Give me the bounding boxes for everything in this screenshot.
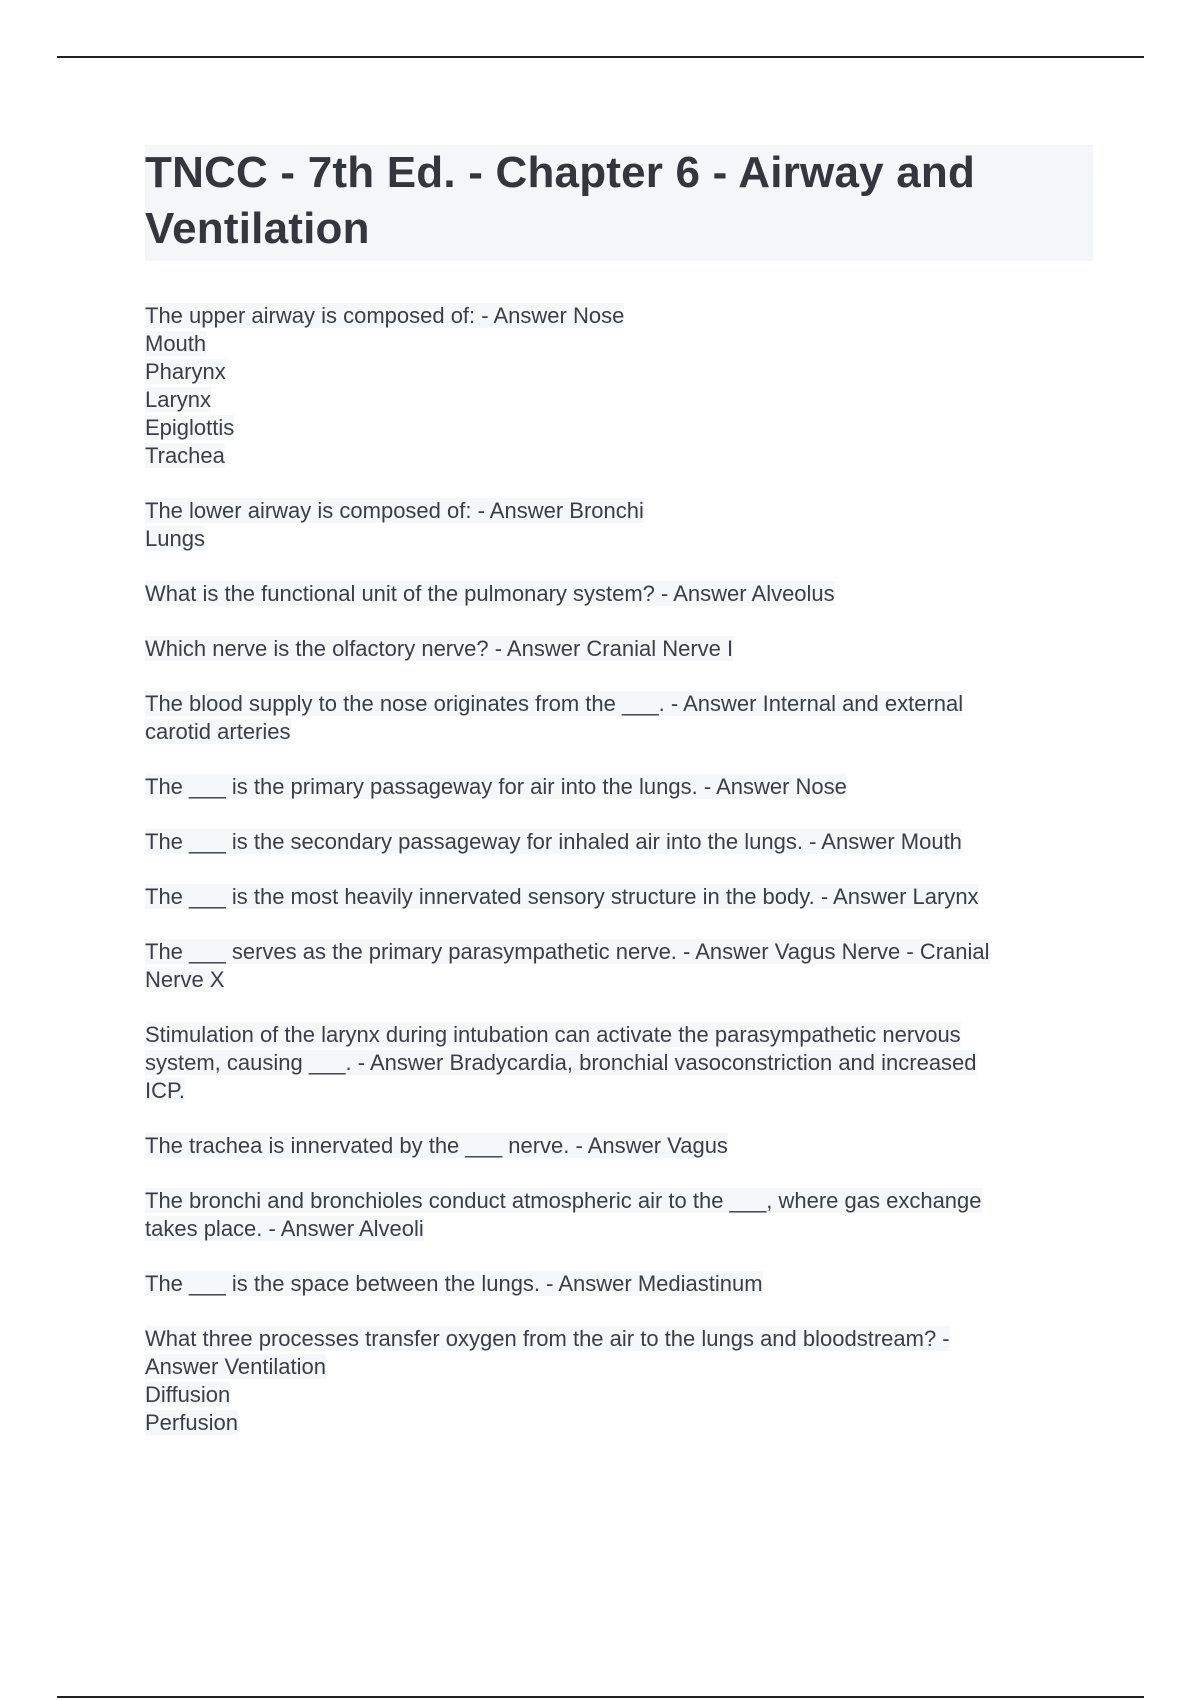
qa-text: ICP. <box>145 1078 185 1103</box>
page-title <box>145 145 1089 257</box>
qa-line <box>145 442 1095 470</box>
qa-item <box>145 497 1095 553</box>
qa-item <box>145 938 1095 994</box>
qa-line <box>145 1215 1095 1243</box>
qa-line <box>145 580 1095 608</box>
qa-text: The ___ is the most heavily innervated sensory structure in the body. - Answer Larynx <box>145 884 979 909</box>
qa-line <box>145 966 1095 994</box>
qa-text: The trachea is innervated by the ___ nerve. - Answer Vagus <box>145 1133 728 1158</box>
qa-text: Diffusion <box>145 1382 231 1407</box>
title-block <box>145 145 1093 261</box>
bottom-rule <box>57 1696 1144 1698</box>
qa-line <box>145 330 1095 358</box>
qa-text: Mouth <box>145 331 207 356</box>
qa-text: Nerve X <box>145 967 225 992</box>
qa-line <box>145 938 1095 966</box>
qa-item <box>145 828 1095 856</box>
qa-line <box>145 1077 1095 1105</box>
qa-item <box>145 883 1095 911</box>
qa-item <box>145 773 1095 801</box>
qa-text: system, causing ___. - Answer Bradycardia, bronchial vasoconstriction and increased <box>145 1050 977 1075</box>
qa-line <box>145 525 1095 553</box>
qa-text: Stimulation of the larynx during intubation can activate the parasympathetic nervous <box>145 1022 961 1047</box>
qa-line <box>145 358 1095 386</box>
qa-item <box>145 1021 1095 1105</box>
qa-text: The ___ is the primary passageway for air into the lungs. - Answer Nose <box>145 774 847 799</box>
qa-text: takes place. - Answer Alveoli <box>145 1216 424 1241</box>
qa-item <box>145 1187 1095 1243</box>
qa-text: Trachea <box>145 443 225 468</box>
qa-list <box>145 302 1095 1464</box>
top-rule <box>57 56 1144 58</box>
qa-text: Larynx <box>145 387 212 412</box>
qa-text: The bronchi and bronchioles conduct atmospheric air to the ___, where gas exchange <box>145 1188 982 1213</box>
qa-line <box>145 1353 1095 1381</box>
qa-text: The upper airway is composed of: - Answer Nose <box>145 303 625 328</box>
qa-line <box>145 635 1095 663</box>
qa-text: The blood supply to the nose originates from the ___. - Answer Internal and external <box>145 691 964 716</box>
qa-line <box>145 497 1095 525</box>
qa-text: Which nerve is the olfactory nerve? - Answer Cranial Nerve I <box>145 636 734 661</box>
qa-text: Perfusion <box>145 1410 238 1435</box>
qa-line <box>145 828 1095 856</box>
qa-item <box>145 580 1095 608</box>
qa-text: carotid arteries <box>145 719 291 744</box>
qa-text: What is the functional unit of the pulmonary system? - Answer Alveolus <box>145 581 835 606</box>
qa-text: What three processes transfer oxygen from the air to the lungs and bloodstream? - <box>145 1326 950 1351</box>
qa-line <box>145 386 1095 414</box>
qa-line <box>145 1325 1095 1353</box>
qa-line <box>145 1049 1095 1077</box>
qa-line <box>145 1270 1095 1298</box>
qa-line <box>145 718 1095 746</box>
qa-text: The ___ serves as the primary parasympathetic nerve. - Answer Vagus Nerve - Cranial <box>145 939 990 964</box>
qa-line <box>145 414 1095 442</box>
qa-item <box>145 1132 1095 1160</box>
qa-line <box>145 1021 1095 1049</box>
qa-item <box>145 690 1095 746</box>
qa-line <box>145 1132 1095 1160</box>
qa-text: The ___ is the space between the lungs. - Answer Mediastinum <box>145 1271 763 1296</box>
qa-line <box>145 773 1095 801</box>
qa-line <box>145 302 1095 330</box>
qa-text: The lower airway is composed of: - Answer Bronchi <box>145 498 644 523</box>
title-line: TNCC - 7th Ed. - Chapter 6 - Airway and <box>145 148 976 197</box>
qa-text: The ___ is the secondary passageway for inhaled air into the lungs. - Answer Mouth <box>145 829 962 854</box>
qa-text: Lungs <box>145 526 205 551</box>
qa-line <box>145 690 1095 718</box>
qa-item <box>145 1270 1095 1298</box>
qa-item <box>145 1325 1095 1437</box>
qa-line <box>145 1409 1095 1437</box>
qa-item <box>145 302 1095 470</box>
qa-text: Epiglottis <box>145 415 235 440</box>
qa-line <box>145 1381 1095 1409</box>
qa-line <box>145 883 1095 911</box>
qa-text: Pharynx <box>145 359 226 384</box>
title-line: Ventilation <box>145 204 370 253</box>
qa-text: Answer Ventilation <box>145 1354 326 1379</box>
qa-line <box>145 1187 1095 1215</box>
qa-item <box>145 635 1095 663</box>
